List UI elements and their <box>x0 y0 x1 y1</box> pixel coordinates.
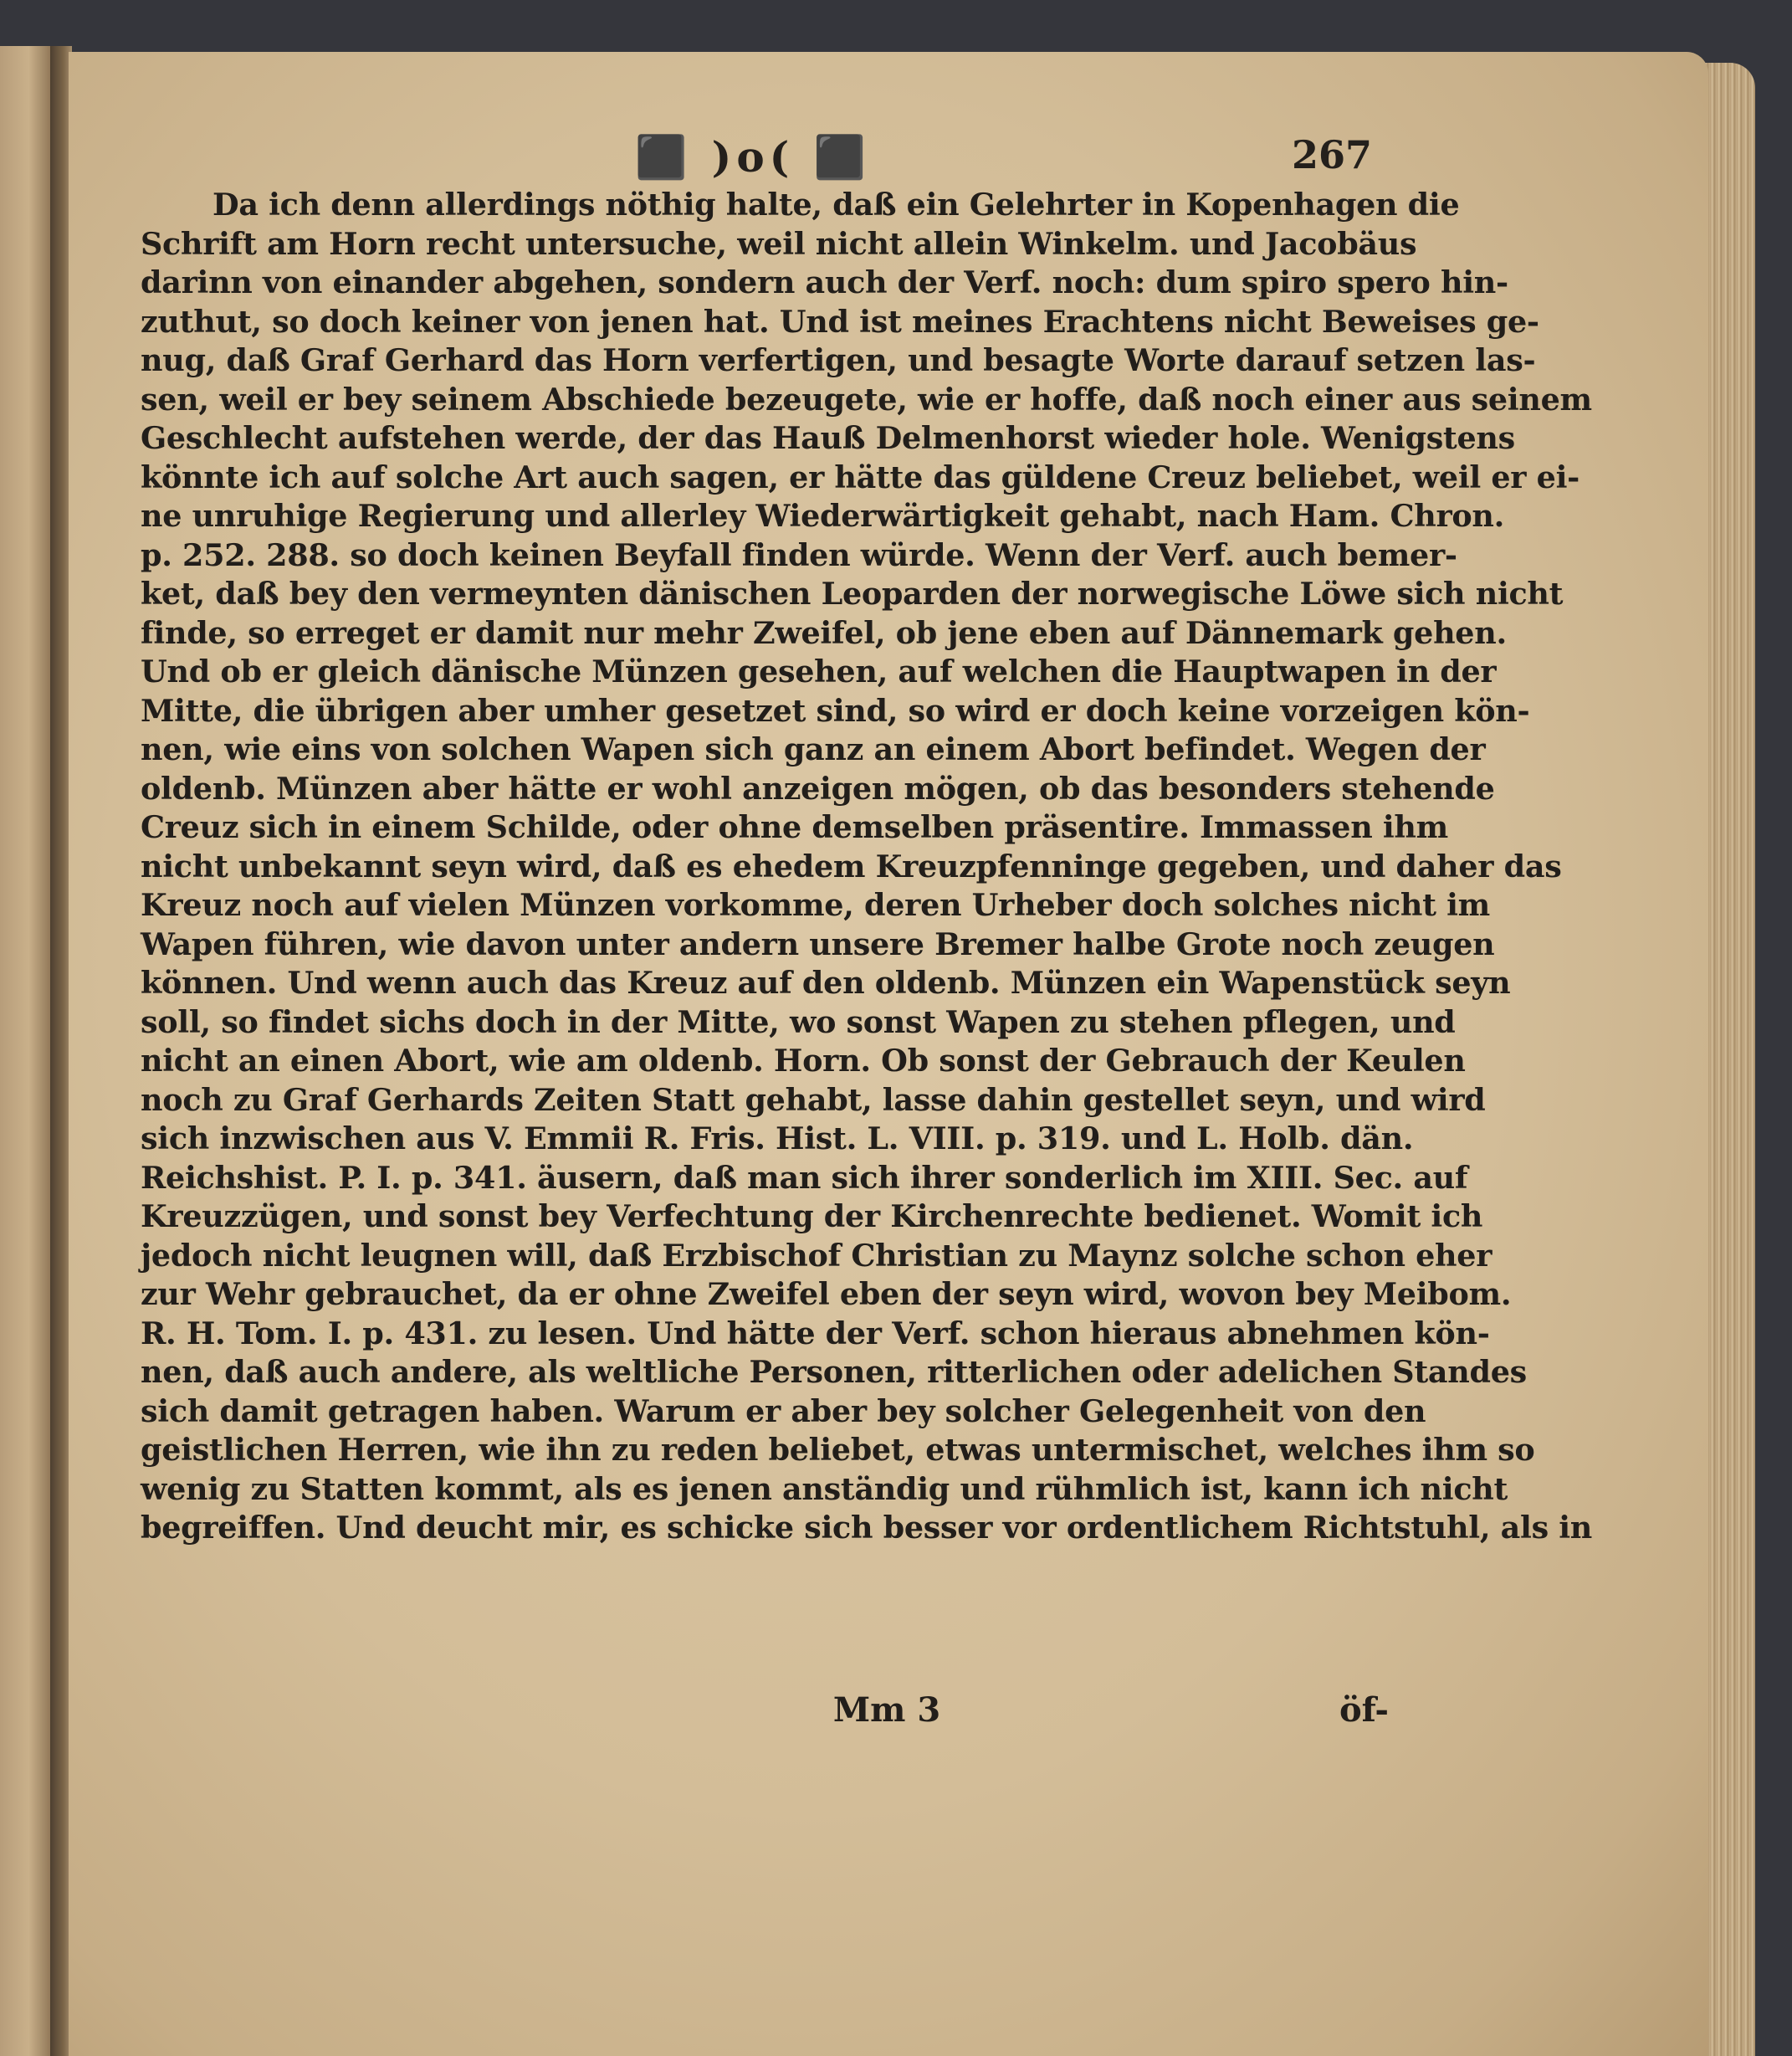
text-line: Kreuz noch auf vielen Münzen vorkomme, deren Urheber doch solches nicht im <box>141 887 1490 923</box>
text-line: nicht unbekannt seyn wird, daß es ehedem Kreuzpfenninge gegeben, und daher das <box>141 848 1562 884</box>
text-line: Mitte, die übrigen aber umher gesetzet sind, so wird er doch keine vorzeigen kön- <box>141 692 1530 729</box>
catchword: öf- <box>1339 1690 1389 1730</box>
text-line: zuthut, so doch keiner von jenen hat. Und ist meines Erachtens nicht Beweises ge- <box>141 303 1539 340</box>
facing-page-edge <box>0 46 52 2056</box>
text-line: Geschlecht aufstehen werde, der das Hauß Delmenhorst wieder hole. Wenigstens <box>141 420 1515 456</box>
text-line: Reichshist. P. I. p. 341. äusern, daß man sich ihrer sonderlich im XIII. Sec. auf <box>141 1159 1468 1196</box>
page-number: 267 <box>1291 132 1372 177</box>
text-line: sen, weil er bey seinem Abschiede bezeugete, wie er hoffe, daß noch einer aus seinem <box>141 381 1592 418</box>
text-line: noch zu Graf Gerhards Zeiten Statt gehabt, lasse dahin gestellet seyn, und wird <box>141 1081 1486 1118</box>
text-line: wenig zu Statten kommt, als es jenen anständig und rühmlich ist, kann ich nicht <box>141 1470 1508 1507</box>
text-line: ket, daß bey den vermeynten dänischen Leoparden der norwegische Löwe sich nicht <box>141 576 1564 612</box>
text-line: Schrift am Horn recht untersuche, weil nicht allein Winkelm. und Jacobäus <box>141 225 1417 262</box>
text-line: könnte ich auf solche Art auch sagen, er hätte das güldene Creuz beliebet, weil er ei- <box>141 459 1580 495</box>
text-line: nicht an einen Abort, wie am oldenb. Horn. Ob sonst der Gebrauch der Keulen <box>141 1043 1466 1079</box>
text-line: können. Und wenn auch das Kreuz auf den oldenb. Münzen ein Wapenstück seyn <box>141 965 1511 1001</box>
text-line: sich damit getragen haben. Warum er aber bey solcher Gelegenheit von den <box>141 1392 1426 1429</box>
text-line: nen, wie eins von solchen Wapen sich ganz an einem Abort befindet. Wegen der <box>141 731 1486 767</box>
text-line: geistlichen Herren, wie ihn zu reden beliebet, etwas untermischet, welches ihm so <box>141 1432 1535 1468</box>
text-line: R. H. Tom. I. p. 431. zu lesen. Und hätte der Verf. schon hieraus abnehmen kön- <box>141 1315 1490 1351</box>
text-line: begreiffen. Und deucht mir, es schicke sich besser vor ordentlichem Richtstuhl, als in <box>141 1510 1593 1546</box>
text-line: darinn von einander abgehen, sondern auch der Verf. noch: dum spiro spero hin- <box>141 264 1508 300</box>
text-line: Kreuzzügen, und sonst bey Verfechtung der Kirchenrechte bedienet. Womit ich <box>141 1198 1483 1234</box>
text-line: ne unruhige Regierung und allerley Wiederwärtigkeit gehabt, nach Ham. Chron. <box>141 498 1505 534</box>
text-line: nen, daß auch andere, als weltliche Personen, ritterlichen oder adelichen Standes <box>141 1354 1527 1390</box>
text-line: Wapen führen, wie davon unter andern unsere Bremer halbe Grote noch zeugen <box>141 925 1495 962</box>
signature-mark: Mm 3 <box>832 1690 941 1730</box>
text-line: Und ob er gleich dänische Münzen gesehen, auf welchen die Hauptwapen in der <box>141 654 1497 690</box>
text-line: Creuz sich in einem Schilde, oder ohne demselben präsentire. Immassen ihm <box>141 809 1448 845</box>
text-line: Da ich denn allerdings nöthig halte, daß ein Gelehrter in Kopenhagen die <box>212 187 1460 223</box>
text-line: finde, so erreget er damit nur mehr Zweifel, ob jene eben auf Dännemark gehen. <box>141 614 1507 651</box>
text-line: jedoch nicht leugnen will, daß Erzbischof Christian zu Maynz solche schon eher <box>141 1237 1492 1274</box>
text-line: zur Wehr gebrauchet, da er ohne Zweifel eben der seyn wird, wovon bey Meibom. <box>141 1276 1512 1312</box>
text-line: oldenb. Münzen aber hätte er wohl anzeigen mögen, ob das besonders stehende <box>141 770 1495 807</box>
page-body-text <box>141 186 1593 1688</box>
text-line: soll, so findet sichs doch in der Mitte, wo sonst Wapen zu stehen pflegen, und <box>141 1003 1456 1040</box>
text-line: p. 252. 288. so doch keinen Beyfall finden würde. Wenn der Verf. auch bemer- <box>141 536 1457 573</box>
text-line: nug, daß Graf Gerhard das Horn verfertigen, und besagte Worte darauf setzen las- <box>141 342 1536 378</box>
running-head-ornament: ⬛ )o( ⬛ <box>635 132 871 182</box>
text-line: sich inzwischen aus V. Emmii R. Fris. Hist. L. VIII. p. 319. und L. Holb. dän. <box>141 1120 1414 1156</box>
